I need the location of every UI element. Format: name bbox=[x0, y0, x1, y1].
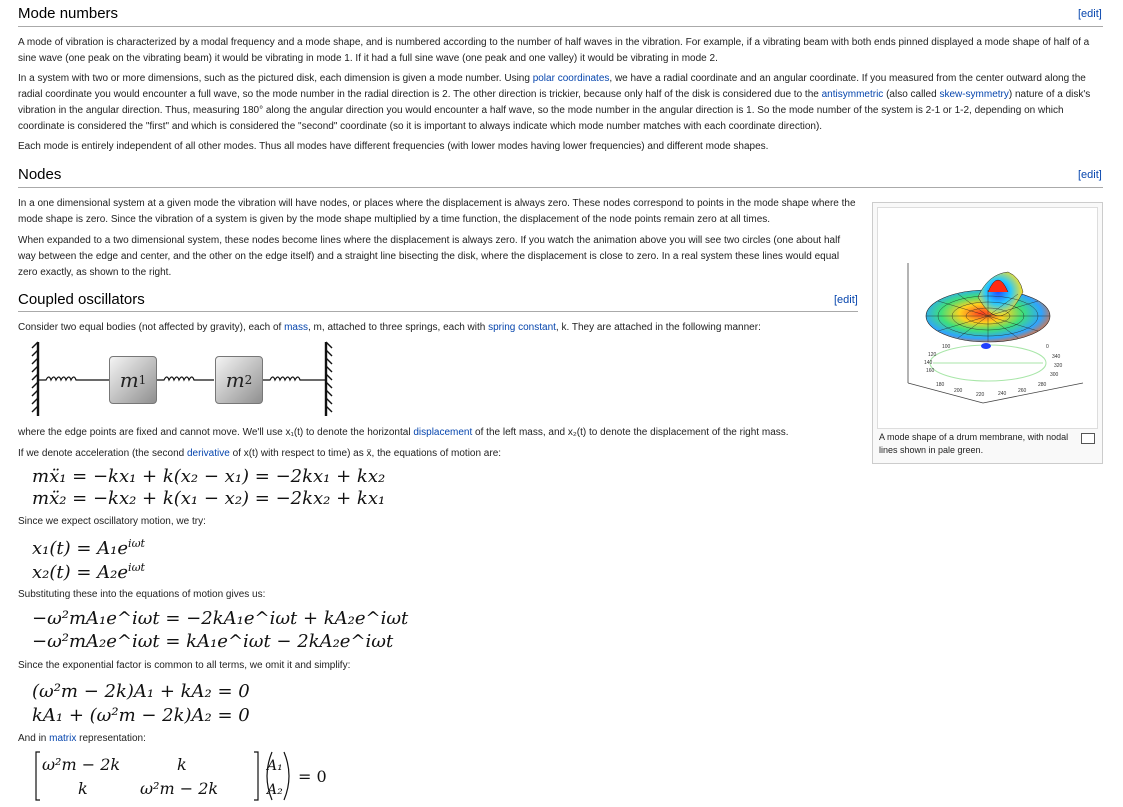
paragraph bbox=[18, 71, 1100, 135]
link-skew-symmetry[interactable]: skew-symmetry bbox=[939, 89, 1009, 100]
figure-image[interactable] bbox=[877, 207, 1098, 429]
text: representation: bbox=[76, 733, 146, 744]
tick-label: 340 bbox=[1052, 354, 1061, 360]
text: of x(t) with respect to time) as ẍ, the equations of motion are: bbox=[229, 448, 502, 459]
tick-label: 200 bbox=[954, 388, 963, 394]
tick-label: 140 bbox=[924, 360, 933, 366]
magnify-icon[interactable] bbox=[1081, 433, 1095, 444]
paragraph bbox=[18, 425, 858, 441]
paragraph: Each mode is entirely independent of all other modes. Thus all modes have different frequencies (with lower modes having lower frequencies) and different mode shapes. bbox=[18, 141, 769, 152]
section-rule bbox=[18, 187, 1103, 188]
link-displacement[interactable]: displacement bbox=[413, 427, 473, 438]
matrix-equation bbox=[32, 748, 332, 804]
tick-label: 160 bbox=[926, 368, 935, 374]
paragraph bbox=[18, 320, 858, 336]
paragraph bbox=[18, 731, 146, 747]
equation-substituted-2: −ω²mA₂e^iωt = kA₁e^iωt − 2kA₂e^iωt bbox=[32, 631, 394, 652]
link-spring-constant[interactable]: spring constant bbox=[488, 322, 556, 333]
paragraph: Since the exponential factor is common to all terms, we omit it and simplify: bbox=[18, 660, 351, 671]
link-antisymmetric[interactable]: antisymmetric bbox=[821, 89, 884, 100]
paragraph bbox=[18, 446, 858, 462]
text: of the left mass, and x₂(t) to denote the displacement of the right mass. bbox=[472, 427, 789, 438]
drum-mode-plot bbox=[878, 208, 1097, 428]
paragraph: Substituting these into the equations of motion gives us: bbox=[18, 589, 266, 600]
text: , m, attached to three springs, each with bbox=[308, 322, 489, 333]
edit-link-nodes[interactable]: [edit] bbox=[1078, 169, 1102, 181]
link-derivative[interactable]: derivative bbox=[187, 448, 230, 459]
section-rule bbox=[18, 26, 1103, 27]
figure-caption: A mode shape of a drum membrane, with nodal lines shown in pale green. bbox=[879, 432, 1069, 455]
matrix-equals-zero: = 0 bbox=[298, 767, 327, 786]
text: (also called bbox=[883, 89, 940, 100]
equation-simplified-1: (ω²m − 2k)A₁ + kA₂ = 0 bbox=[32, 681, 250, 702]
paragraph: Since we expect oscillatory motion, we try: bbox=[18, 516, 206, 527]
figure-thumbnail bbox=[872, 202, 1103, 464]
vector-entry-2: A₂ bbox=[267, 782, 283, 798]
section-title-nodes: Nodes bbox=[18, 166, 62, 183]
mass-block-1 bbox=[109, 356, 157, 404]
mass-label: m bbox=[225, 368, 245, 392]
tick-label: 280 bbox=[1038, 382, 1047, 388]
tick-label: 300 bbox=[1050, 372, 1059, 378]
section-rule bbox=[18, 311, 858, 312]
text: ) nature of a disk's vibration in the angular direction. Thus, measuring 180° along the angular direction you would encounter a half wave, so the mode number in the angular direction is 1. So the mode number of the system is 2-1 or 1-2, depending on which coordinate is considered the "first" and which is considered the "second" coordinate (so it is important to always indicate which mode number matches with each coordinate direction). bbox=[18, 89, 1091, 132]
paragraph: In a one dimensional system at a given mode the vibration will have nodes, or places where the displacement is always zero. These nodes correspond to points in the mode shape where the mode shape is zero. Since the vibration of a system is given by the mode shape multiplied by a time function, the displacement of the node points remain zero at all times. bbox=[18, 198, 856, 225]
tick-label: 0 bbox=[1046, 344, 1049, 350]
equation-text: x₁(t) = A₁e bbox=[32, 538, 129, 559]
link-matrix[interactable]: matrix bbox=[49, 733, 77, 744]
mass-block-2 bbox=[215, 356, 263, 404]
section-title-coupled-oscillators: Coupled oscillators bbox=[18, 291, 145, 308]
link-polar-coordinates[interactable]: polar coordinates bbox=[532, 73, 610, 84]
vector-entry-1: A₁ bbox=[267, 758, 283, 774]
text: And in bbox=[18, 733, 50, 744]
tick-label: 180 bbox=[936, 382, 945, 388]
equation-trial-1 bbox=[32, 537, 145, 561]
edit-link-mode-numbers[interactable]: [edit] bbox=[1078, 8, 1102, 20]
tick-label: 220 bbox=[976, 392, 985, 398]
section-title-mode-numbers: Mode numbers bbox=[18, 5, 119, 22]
edit-link-coupled-oscillators[interactable]: [edit] bbox=[834, 294, 858, 306]
equation-motion-1: mẍ₁ = −kx₁ + k(x₂ − x₁) = −2kx₁ + kx₂ bbox=[32, 466, 386, 487]
tick-label: 260 bbox=[1018, 388, 1027, 394]
matrix-entry-d: ω²m − 2k bbox=[140, 779, 219, 798]
tick-label: 100 bbox=[942, 344, 951, 350]
matrix-entry-c: k bbox=[78, 779, 88, 798]
equation-substituted-1: −ω²mA₁e^iωt = −2kA₁e^iωt + kA₂e^iωt bbox=[32, 608, 409, 629]
tick-label: 120 bbox=[928, 352, 937, 358]
mass-subscript: 2 bbox=[244, 373, 253, 387]
text: If we denote acceleration (the second bbox=[18, 448, 187, 459]
mass-subscript: 1 bbox=[138, 373, 147, 387]
tick-label: 320 bbox=[1054, 363, 1063, 369]
equation-exponent: iωt bbox=[128, 561, 145, 574]
text: , k. They are attached in the following manner: bbox=[555, 322, 761, 333]
spring-mass-diagram bbox=[30, 338, 340, 418]
mass-label: m bbox=[119, 368, 139, 392]
paragraph: When expanded to a two dimensional system, these nodes become lines where the displacement is always zero. If you watch the animation above you will see two circles (one about half way between the edge and center, and the other on the edge itself) and a straight line bisecting the disk, where the displacement is close to zero. In a real system these lines would equal zero exactly, as shown to the right. bbox=[18, 235, 841, 278]
equation-exponent: iωt bbox=[128, 537, 145, 550]
matrix-entry-b: k bbox=[177, 755, 187, 774]
equation-simplified-2: kA₁ + (ω²m − 2k)A₂ = 0 bbox=[32, 705, 250, 726]
equation-motion-2: mẍ₂ = −kx₂ + k(x₁ − x₂) = −2kx₂ + kx₁ bbox=[32, 488, 386, 509]
text: Consider two equal bodies (not affected by gravity), each of bbox=[18, 322, 285, 333]
equation-trial-2 bbox=[32, 561, 145, 585]
paragraph: A mode of vibration is characterized by a modal frequency and a mode shape, and is numbered according to the number of half waves in the vibration. For example, if a vibrating beam with both ends pinned displayed a mode shape of half of a sine wave (one peak on the vibrating beam) it would be vibrating in mode 1. If it had a full sine wave (one peak and one valley) it would be vibrating in mode 2. bbox=[18, 37, 1090, 64]
tick-label: 240 bbox=[998, 391, 1007, 397]
text: In a system with two or more dimensions, such as the pictured disk, each dimension is given a mode number. Using bbox=[18, 73, 533, 84]
equation-text: x₂(t) = A₂e bbox=[32, 562, 129, 583]
text: where the edge points are fixed and cannot move. We'll use x₁(t) to denote the horizontal bbox=[18, 427, 414, 438]
link-mass[interactable]: mass bbox=[284, 322, 308, 333]
text: , we have a radial coordinate and an angular coordinate. If you measured from the center outward along the radial coordinate you would encounter a full wave, so the mode number in the radial direction is 2. The other direction is trickier, because only half of the disk is considered due to the bbox=[18, 73, 1086, 100]
matrix-entry-a: ω²m − 2k bbox=[42, 755, 121, 774]
